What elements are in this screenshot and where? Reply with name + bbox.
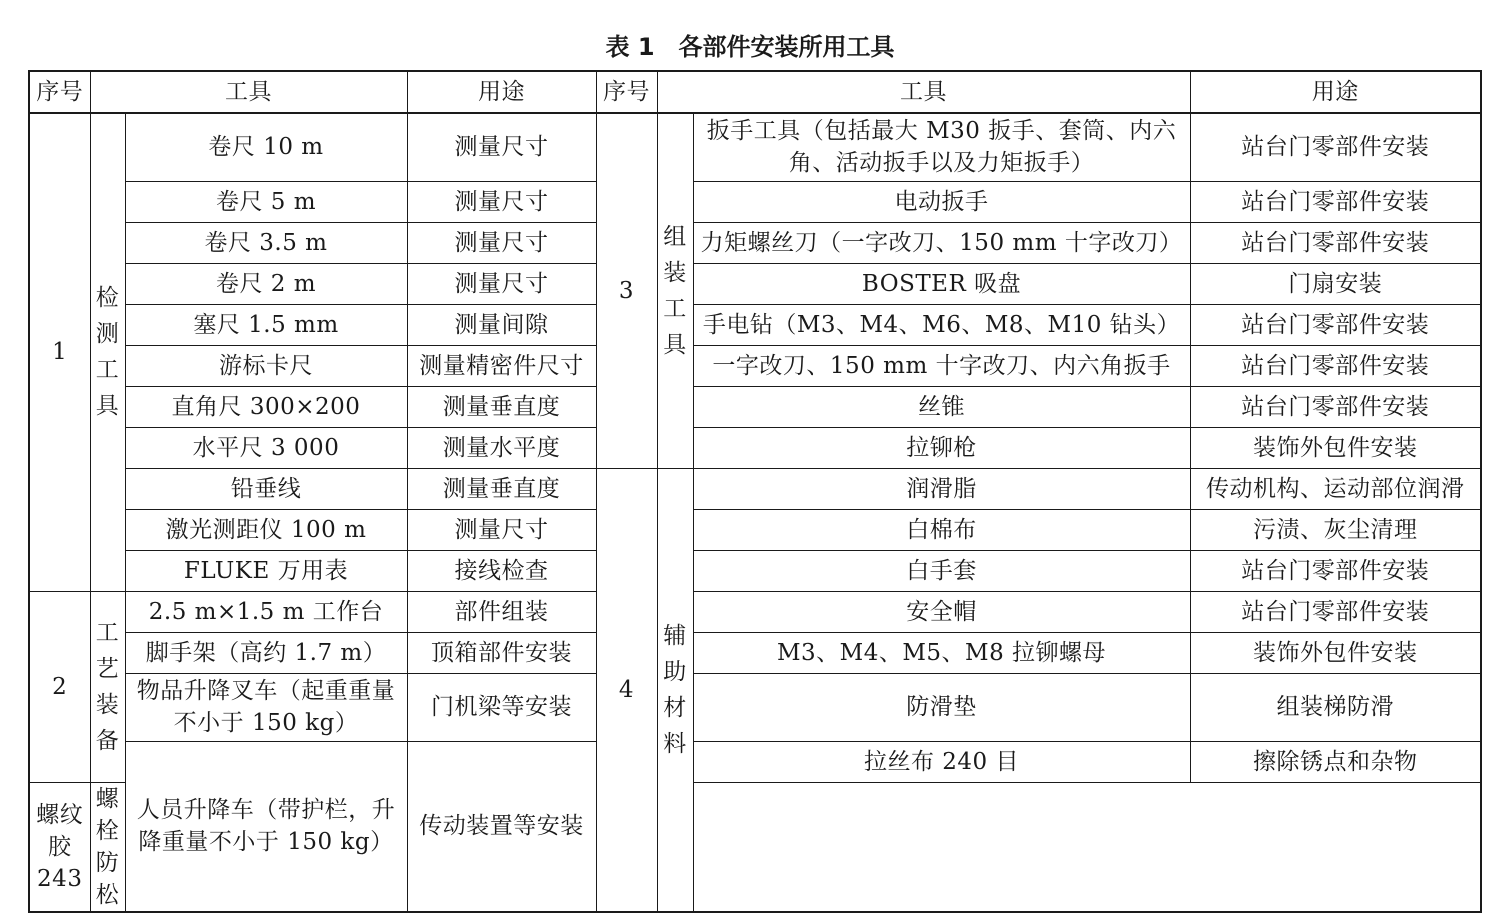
tool-cell: 拉铆枪 — [693, 427, 1190, 468]
tool-cell: 安全帽 — [693, 591, 1190, 632]
tool-cell: FLUKE 万用表 — [125, 550, 407, 591]
category-char: 材 — [663, 694, 687, 721]
use-cell: 接线检查 — [407, 550, 596, 591]
tool-cell: 铅垂线 — [125, 468, 407, 509]
tool-cell: 直角尺 300×200 — [125, 386, 407, 427]
use-cell: 门扇安装 — [1190, 263, 1481, 304]
table-row — [29, 304, 1481, 345]
use-cell: 测量垂直度 — [407, 386, 596, 427]
use-cell: 顶箱部件安装 — [407, 632, 596, 673]
tool-cell: 卷尺 5 m — [125, 181, 407, 222]
tool-cell: 塞尺 1.5 mm — [125, 304, 407, 345]
use-cell: 擦除锈点和杂物 — [1190, 741, 1481, 782]
use-cell: 组装梯防滑 — [1190, 673, 1481, 741]
use-cell: 测量尺寸 — [407, 181, 596, 222]
use-cell: 站台门零部件安装 — [1190, 386, 1481, 427]
group-category — [657, 113, 693, 468]
use-cell: 测量精密件尺寸 — [407, 345, 596, 386]
header-seq: 序号 — [596, 71, 657, 113]
use-cell: 污渍、灰尘清理 — [1190, 509, 1481, 550]
category-char: 检 — [95, 285, 120, 312]
use-cell: 测量尺寸 — [407, 263, 596, 304]
tool-cell: 润滑脂 — [693, 468, 1190, 509]
tool-cell: 拉丝布 240 目 — [693, 741, 1190, 782]
header-use: 用途 — [407, 71, 596, 113]
tool-cell: 人员升降车（带护栏，升降重量不小于 150 kg） — [125, 741, 407, 912]
group-number: 4 — [596, 468, 657, 912]
table-row — [29, 345, 1481, 386]
table-row — [29, 741, 1481, 782]
table-row — [29, 181, 1481, 222]
tool-cell: 丝锥 — [693, 386, 1190, 427]
table-row — [29, 468, 1481, 509]
use-cell: 站台门零部件安装 — [1190, 304, 1481, 345]
use-cell: 传动机构、运动部位润滑 — [1190, 468, 1481, 509]
category-char: 料 — [663, 730, 687, 757]
group-category — [657, 468, 693, 912]
table-row — [29, 550, 1481, 591]
tool-cell: 水平尺 3 000 — [125, 427, 407, 468]
group-number: 2 — [29, 591, 90, 782]
tool-cell: 防滑垫 — [693, 673, 1190, 741]
group-number: 3 — [596, 113, 657, 468]
use-cell: 测量间隙 — [407, 304, 596, 345]
table-caption: 表 1 各部件安装所用工具 — [605, 33, 895, 61]
use-cell: 传动装置等安装 — [407, 741, 596, 912]
use-cell: 测量尺寸 — [407, 113, 596, 181]
tool-cell: 白手套 — [693, 550, 1190, 591]
use-cell: 站台门零部件安装 — [1190, 591, 1481, 632]
header-tool: 工具 — [657, 71, 1190, 113]
use-cell: 部件组装 — [407, 591, 596, 632]
category-char: 艺 — [95, 655, 120, 682]
group-category — [90, 591, 125, 782]
tool-cell: 一字改刀、150 mm 十字改刀、内六角扳手 — [693, 345, 1190, 386]
category-char: 工 — [663, 295, 687, 322]
tool-cell: 游标卡尺 — [125, 345, 407, 386]
category-char: 具 — [95, 393, 120, 420]
use-cell: 门机梁等安装 — [407, 673, 596, 741]
category-char: 辅 — [663, 622, 687, 649]
tool-cell: 螺纹胶 243 — [29, 782, 90, 912]
tool-cell: BOSTER 吸盘 — [693, 263, 1190, 304]
header-tool: 工具 — [90, 71, 407, 113]
tool-cell: 电动扳手 — [693, 181, 1190, 222]
category-char: 工 — [95, 619, 120, 646]
tool-cell: 脚手架（高约 1.7 m） — [125, 632, 407, 673]
use-cell: 测量尺寸 — [407, 509, 596, 550]
tool-cell: 卷尺 2 m — [125, 263, 407, 304]
table-row — [29, 263, 1481, 304]
category-char: 测 — [95, 321, 120, 348]
table-row — [29, 386, 1481, 427]
header-seq: 序号 — [29, 71, 90, 113]
category-char: 组 — [663, 223, 687, 250]
use-cell: 装饰外包件安装 — [1190, 632, 1481, 673]
table-row — [29, 113, 1481, 181]
table-row — [29, 632, 1481, 673]
tool-cell: 物品升降叉车（起重重量不小于 150 kg） — [125, 673, 407, 741]
tool-cell: 力矩螺丝刀（一字改刀、150 mm 十字改刀） — [693, 222, 1190, 263]
category-char: 具 — [663, 331, 687, 358]
category-char: 工 — [95, 357, 120, 384]
group-category — [90, 113, 125, 591]
use-cell: 测量垂直度 — [407, 468, 596, 509]
table-row — [29, 673, 1481, 741]
header-row — [29, 71, 1481, 113]
tool-cell: 2.5 m×1.5 m 工作台 — [125, 591, 407, 632]
tool-cell: 激光测距仪 100 m — [125, 509, 407, 550]
table-row — [29, 509, 1481, 550]
category-char: 装 — [663, 259, 687, 286]
tool-cell: 卷尺 3.5 m — [125, 222, 407, 263]
use-cell: 测量尺寸 — [407, 222, 596, 263]
category-char: 助 — [663, 658, 687, 685]
use-cell: 螺栓防松 — [90, 782, 125, 912]
use-cell: 站台门零部件安装 — [1190, 181, 1481, 222]
group-number: 1 — [29, 113, 90, 591]
use-cell: 站台门零部件安装 — [1190, 113, 1481, 181]
use-cell: 测量水平度 — [407, 427, 596, 468]
category-char: 装 — [95, 691, 120, 718]
tool-cell: 手电钻（M3、M4、M6、M8、M10 钻头） — [693, 304, 1190, 345]
tools-table — [28, 70, 1482, 913]
use-cell: 站台门零部件安装 — [1190, 550, 1481, 591]
category-char: 备 — [95, 727, 120, 754]
tool-cell: 白棉布 — [693, 509, 1190, 550]
table-row — [29, 222, 1481, 263]
tool-cell: 卷尺 10 m — [125, 113, 407, 181]
use-cell: 装饰外包件安装 — [1190, 427, 1481, 468]
use-cell: 站台门零部件安装 — [1190, 222, 1481, 263]
table-row — [29, 427, 1481, 468]
use-cell: 站台门零部件安装 — [1190, 345, 1481, 386]
table-row — [29, 591, 1481, 632]
header-use: 用途 — [1190, 71, 1481, 113]
tool-cell: M3、M4、M5、M8 拉铆螺母 — [693, 632, 1190, 673]
tool-cell: 扳手工具（包括最大 M30 扳手、套筒、内六角、活动扳手以及力矩扳手） — [693, 113, 1190, 181]
